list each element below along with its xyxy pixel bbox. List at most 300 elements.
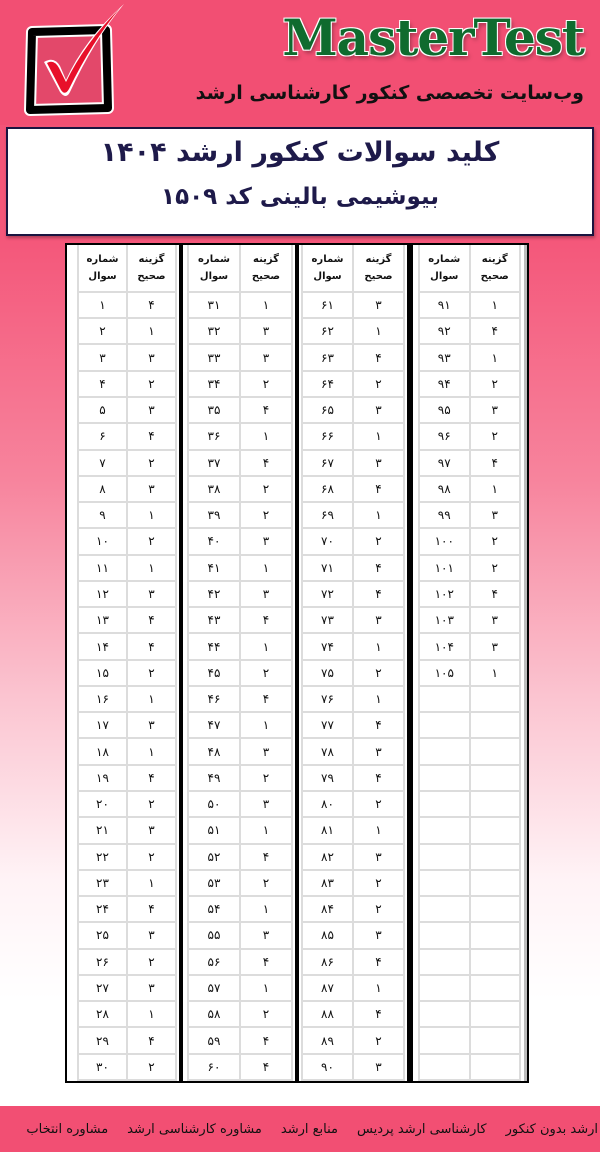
question-number-cell: ۷۱	[301, 556, 352, 580]
question-number-cell: ۹۷	[418, 451, 469, 475]
correct-option-cell: ۱	[239, 818, 293, 842]
correct-option-cell: ۳	[352, 923, 405, 947]
question-number-cell	[418, 950, 469, 974]
question-number-cell: ۲۴	[77, 897, 126, 921]
question-number-cell: ۲۲	[77, 845, 126, 869]
correct-option-cell: ۱	[352, 687, 405, 711]
correct-option-cell: ۴	[469, 451, 522, 475]
question-number-cell: ۸۳	[301, 871, 352, 895]
correct-option-cell: ۴	[239, 451, 293, 475]
correct-option-cell: ۴	[239, 398, 293, 422]
question-number-cell: ۸۲	[301, 845, 352, 869]
question-number-cell	[418, 976, 469, 1000]
question-number-cell: ۲۷	[77, 976, 126, 1000]
table-row	[187, 713, 293, 739]
correct-option-cell	[469, 923, 522, 947]
table-row	[187, 871, 293, 897]
table-row	[418, 1002, 521, 1028]
header-label: گزینه	[138, 253, 165, 265]
correct-option-cell: ۲	[469, 424, 522, 448]
question-number-cell: ۲۱	[77, 818, 126, 842]
correct-option-cell: ۴	[352, 345, 405, 369]
checkbox-checkmark-icon[interactable]	[14, 0, 134, 122]
table-row	[77, 687, 177, 713]
question-number-cell: ۴۰	[187, 529, 239, 553]
table-row	[77, 372, 177, 398]
question-number-cell: ۲۶	[77, 950, 126, 974]
table-row	[301, 529, 405, 555]
correct-option-header	[239, 245, 293, 291]
question-number-cell: ۴۶	[187, 687, 239, 711]
correct-option-cell: ۱	[239, 424, 293, 448]
correct-option-cell: ۱	[352, 424, 405, 448]
correct-option-cell: ۲	[352, 871, 405, 895]
question-number-cell: ۶۶	[301, 424, 352, 448]
table-row	[77, 661, 177, 687]
question-number-cell: ۳۲	[187, 319, 239, 343]
question-number-cell: ۹۲	[418, 319, 469, 343]
table-row	[187, 372, 293, 398]
question-number-cell: ۲۹	[77, 1028, 126, 1052]
table-row	[187, 634, 293, 660]
table-row	[301, 556, 405, 582]
table-row	[77, 582, 177, 608]
page-title: کلید سوالات کنکور ارشد ۱۴۰۴	[100, 137, 500, 168]
question-number-cell	[418, 739, 469, 763]
question-number-cell: ۳۳	[187, 345, 239, 369]
question-number-cell	[418, 923, 469, 947]
table-row	[77, 398, 177, 424]
site-header	[0, 0, 600, 125]
correct-option-cell	[469, 792, 522, 816]
correct-option-cell: ۳	[126, 398, 177, 422]
question-number-cell: ۷۷	[301, 713, 352, 737]
correct-option-cell: ۴	[352, 556, 405, 580]
question-number-cell: ۷۳	[301, 608, 352, 632]
table-row	[301, 766, 405, 792]
correct-option-cell: ۳	[126, 976, 177, 1000]
correct-option-cell: ۱	[352, 976, 405, 1000]
question-number-cell: ۵	[77, 398, 126, 422]
question-number-cell: ۵۶	[187, 950, 239, 974]
table-row	[301, 1055, 405, 1081]
table-row	[187, 1028, 293, 1054]
correct-option-header	[126, 245, 177, 291]
table-row	[301, 424, 405, 450]
table-row	[77, 634, 177, 660]
table-row	[77, 1002, 177, 1028]
question-number-cell: ۱۱	[77, 556, 126, 580]
question-number-cell: ۶۴	[301, 372, 352, 396]
table-row	[77, 871, 177, 897]
table-row	[418, 608, 521, 634]
header-label: شماره	[198, 253, 230, 265]
correct-option-cell: ۴	[239, 1055, 293, 1079]
table-row	[418, 634, 521, 660]
correct-option-cell: ۱	[239, 634, 293, 658]
correct-option-cell: ۲	[126, 845, 177, 869]
correct-option-cell: ۱	[126, 739, 177, 763]
table-row	[187, 845, 293, 871]
correct-option-cell: ۲	[126, 372, 177, 396]
correct-option-header	[352, 245, 405, 291]
header-label: سوال	[88, 270, 117, 282]
correct-option-cell: ۱	[126, 503, 177, 527]
correct-option-cell: ۳	[126, 582, 177, 606]
question-number-cell: ۳۰	[77, 1055, 126, 1079]
table-row	[77, 845, 177, 871]
correct-option-cell: ۳	[469, 398, 522, 422]
table-row	[301, 608, 405, 634]
table-row	[418, 503, 521, 529]
table-row	[301, 950, 405, 976]
table-row	[418, 1028, 521, 1054]
table-row	[77, 818, 177, 844]
table-row	[187, 582, 293, 608]
table-row	[187, 424, 293, 450]
question-number-cell: ۷۵	[301, 661, 352, 685]
table-row	[301, 818, 405, 844]
page-subtitle: بیوشیمی بالینی کد ۱۵۰۹	[161, 184, 439, 210]
table-row	[301, 792, 405, 818]
correct-option-cell: ۴	[126, 766, 177, 790]
table-row	[301, 398, 405, 424]
question-number-cell: ۷۲	[301, 582, 352, 606]
question-number-cell	[418, 871, 469, 895]
correct-option-cell: ۱	[352, 319, 405, 343]
correct-option-cell: ۴	[352, 582, 405, 606]
question-number-cell: ۱۹	[77, 766, 126, 790]
question-number-cell: ۱۸	[77, 739, 126, 763]
question-number-cell: ۴۴	[187, 634, 239, 658]
table-row	[418, 451, 521, 477]
correct-option-cell: ۱	[126, 319, 177, 343]
correct-option-cell: ۲	[126, 451, 177, 475]
question-number-cell: ۵۷	[187, 976, 239, 1000]
question-number-cell: ۷۹	[301, 766, 352, 790]
question-number-cell: ۸۵	[301, 923, 352, 947]
correct-option-cell: ۳	[239, 319, 293, 343]
question-number-cell: ۱۲	[77, 582, 126, 606]
question-number-cell: ۸۸	[301, 1002, 352, 1026]
table-row	[187, 319, 293, 345]
correct-option-cell	[469, 871, 522, 895]
correct-option-cell: ۲	[239, 871, 293, 895]
correct-option-cell: ۱	[352, 634, 405, 658]
correct-option-cell: ۱	[352, 818, 405, 842]
question-number-cell: ۶۱	[301, 293, 352, 317]
table-row	[77, 792, 177, 818]
correct-option-cell	[469, 1028, 522, 1052]
table-row	[301, 976, 405, 1002]
question-number-cell: ۱۳	[77, 608, 126, 632]
table-row	[418, 398, 521, 424]
question-number-cell: ۳۹	[187, 503, 239, 527]
question-number-cell	[418, 792, 469, 816]
header-label: شماره	[311, 253, 344, 265]
correct-option-cell	[469, 1002, 522, 1026]
correct-option-cell: ۲	[126, 950, 177, 974]
table-row	[418, 345, 521, 371]
question-number-cell: ۶	[77, 424, 126, 448]
question-number-cell: ۵۵	[187, 923, 239, 947]
question-number-cell: ۹۱	[418, 293, 469, 317]
question-number-cell: ۹۰	[301, 1055, 352, 1079]
question-number-cell: ۶۸	[301, 477, 352, 501]
question-number-cell: ۸۱	[301, 818, 352, 842]
table-row	[187, 477, 293, 503]
header-label: صحیح	[137, 270, 166, 282]
question-number-cell: ۶۵	[301, 398, 352, 422]
question-number-cell: ۶۳	[301, 345, 352, 369]
question-number-cell: ۷۴	[301, 634, 352, 658]
table-row	[418, 818, 521, 844]
question-number-cell: ۱	[77, 293, 126, 317]
table-row	[418, 372, 521, 398]
footer-link-1[interactable]: ارشد بدون کنکور	[505, 1121, 598, 1137]
correct-option-cell: ۴	[239, 1028, 293, 1052]
table-row	[418, 871, 521, 897]
footer-link-2[interactable]: کارشناسی ارشد پردیس	[357, 1121, 487, 1137]
correct-option-cell: ۱	[239, 976, 293, 1000]
header-label: سوال	[313, 270, 342, 282]
footer-link-4[interactable]: مشاوره کارشناسی ارشد	[127, 1121, 262, 1137]
table-row	[418, 1055, 521, 1081]
header-label: گزینه	[253, 253, 279, 265]
table-header-row	[418, 245, 521, 293]
question-number-cell: ۲۳	[77, 871, 126, 895]
question-number-cell: ۱۴	[77, 634, 126, 658]
table-row	[77, 897, 177, 923]
table-row	[77, 739, 177, 765]
correct-option-cell: ۴	[352, 477, 405, 501]
correct-option-cell: ۱	[239, 897, 293, 921]
question-number-cell: ۷	[77, 451, 126, 475]
table-row	[301, 687, 405, 713]
correct-option-cell: ۳	[239, 792, 293, 816]
correct-option-cell: ۲	[239, 661, 293, 685]
correct-option-cell: ۴	[239, 687, 293, 711]
brand-logo-text: MasterTest	[282, 8, 584, 67]
correct-option-cell: ۱	[469, 661, 522, 685]
question-number-header	[418, 245, 469, 291]
table-row	[77, 976, 177, 1002]
correct-option-cell: ۳	[352, 845, 405, 869]
question-number-cell	[418, 713, 469, 737]
answer-group-1	[67, 245, 183, 1081]
table-row	[301, 634, 405, 660]
correct-option-cell: ۳	[352, 1055, 405, 1079]
question-number-cell: ۴۸	[187, 739, 239, 763]
table-row	[187, 503, 293, 529]
table-row	[418, 976, 521, 1002]
table-row	[418, 739, 521, 765]
question-number-cell	[418, 687, 469, 711]
table-row	[418, 713, 521, 739]
table-row	[301, 923, 405, 949]
footer-link-5[interactable]: مشاوره انتخاب	[26, 1121, 109, 1137]
table-row	[187, 608, 293, 634]
table-row	[77, 451, 177, 477]
question-number-header	[301, 245, 352, 291]
question-number-cell: ۷۰	[301, 529, 352, 553]
footer-link-3[interactable]: منابع ارشد	[280, 1121, 338, 1137]
correct-option-cell: ۳	[352, 451, 405, 475]
question-number-cell	[418, 1028, 469, 1052]
question-number-cell: ۸۰	[301, 792, 352, 816]
header-label: سوال	[199, 270, 229, 282]
correct-option-cell: ۴	[239, 608, 293, 632]
question-number-cell: ۹۹	[418, 503, 469, 527]
table-row	[301, 661, 405, 687]
question-number-cell: ۳۶	[187, 424, 239, 448]
correct-option-cell: ۲	[352, 792, 405, 816]
table-row	[77, 766, 177, 792]
correct-option-cell: ۲	[352, 661, 405, 685]
table-row	[418, 923, 521, 949]
table-row	[301, 739, 405, 765]
correct-option-cell: ۱	[469, 477, 522, 501]
question-number-cell: ۸	[77, 477, 126, 501]
correct-option-cell: ۴	[469, 582, 522, 606]
table-row	[301, 503, 405, 529]
question-number-cell: ۹۴	[418, 372, 469, 396]
table-row	[77, 556, 177, 582]
table-row	[418, 424, 521, 450]
table-row	[77, 713, 177, 739]
correct-option-cell: ۳	[126, 345, 177, 369]
header-label: صحیح	[364, 270, 393, 282]
table-row	[187, 529, 293, 555]
question-number-cell: ۵۸	[187, 1002, 239, 1026]
correct-option-cell: ۴	[352, 1002, 405, 1026]
question-number-header	[77, 245, 126, 291]
question-number-header	[187, 245, 239, 291]
question-number-cell: ۷۸	[301, 739, 352, 763]
title-box	[6, 127, 594, 236]
correct-option-cell	[469, 897, 522, 921]
table-row	[301, 293, 405, 319]
table-row	[301, 897, 405, 923]
table-row	[77, 1055, 177, 1081]
correct-option-header	[469, 245, 522, 291]
correct-option-cell: ۳	[469, 608, 522, 632]
question-number-cell: ۴	[77, 372, 126, 396]
correct-option-cell: ۱	[126, 871, 177, 895]
correct-option-cell	[469, 766, 522, 790]
correct-option-cell: ۳	[352, 739, 405, 763]
table-row	[418, 792, 521, 818]
table-row	[301, 477, 405, 503]
correct-option-cell: ۲	[239, 477, 293, 501]
question-number-cell: ۳۱	[187, 293, 239, 317]
correct-option-cell: ۳	[239, 923, 293, 947]
question-number-cell	[418, 845, 469, 869]
correct-option-cell: ۲	[469, 556, 522, 580]
table-row	[418, 766, 521, 792]
header-label: سوال	[430, 270, 459, 282]
correct-option-cell: ۲	[126, 661, 177, 685]
correct-option-cell: ۴	[352, 950, 405, 974]
correct-option-cell: ۲	[239, 503, 293, 527]
correct-option-cell	[469, 1055, 522, 1079]
table-row	[187, 792, 293, 818]
question-number-cell	[418, 766, 469, 790]
table-row	[187, 897, 293, 923]
correct-option-cell: ۲	[469, 529, 522, 553]
table-row	[187, 766, 293, 792]
table-row	[187, 556, 293, 582]
question-number-cell: ۱۰۱	[418, 556, 469, 580]
correct-option-cell	[469, 713, 522, 737]
correct-option-cell: ۱	[352, 503, 405, 527]
answer-key-table	[65, 243, 529, 1083]
question-number-cell: ۳	[77, 345, 126, 369]
table-row	[418, 661, 521, 687]
table-header-row	[187, 245, 293, 293]
table-row	[301, 345, 405, 371]
table-row	[301, 1028, 405, 1054]
table-row	[301, 871, 405, 897]
table-row	[187, 398, 293, 424]
correct-option-cell: ۴	[126, 1028, 177, 1052]
correct-option-cell: ۲	[126, 792, 177, 816]
table-row	[418, 556, 521, 582]
question-number-cell: ۵۰	[187, 792, 239, 816]
table-row	[77, 503, 177, 529]
table-row	[301, 372, 405, 398]
correct-option-cell: ۳	[469, 503, 522, 527]
table-row	[301, 713, 405, 739]
correct-option-cell: ۱	[469, 293, 522, 317]
table-row	[418, 477, 521, 503]
table-row	[77, 1028, 177, 1054]
question-number-cell	[418, 1002, 469, 1026]
header-label: شماره	[428, 253, 461, 265]
correct-option-cell: ۳	[239, 529, 293, 553]
table-row	[418, 897, 521, 923]
question-number-cell: ۸۶	[301, 950, 352, 974]
correct-option-cell	[469, 845, 522, 869]
question-number-cell: ۴۳	[187, 608, 239, 632]
correct-option-cell: ۴	[239, 845, 293, 869]
correct-option-cell: ۲	[352, 1028, 405, 1052]
correct-option-cell: ۲	[126, 529, 177, 553]
question-number-cell: ۵۹	[187, 1028, 239, 1052]
footer-nav	[0, 1106, 600, 1152]
correct-option-cell: ۱	[469, 345, 522, 369]
correct-option-cell: ۲	[469, 372, 522, 396]
question-number-cell: ۹۵	[418, 398, 469, 422]
correct-option-cell: ۳	[352, 398, 405, 422]
question-number-cell	[418, 818, 469, 842]
correct-option-cell: ۴	[126, 293, 177, 317]
question-number-cell: ۸۴	[301, 897, 352, 921]
question-number-cell: ۳۸	[187, 477, 239, 501]
question-number-cell: ۵۳	[187, 871, 239, 895]
question-number-cell: ۱۰۵	[418, 661, 469, 685]
correct-option-cell: ۱	[126, 556, 177, 580]
question-number-cell: ۱۰۴	[418, 634, 469, 658]
table-row	[77, 424, 177, 450]
question-number-cell: ۳۴	[187, 372, 239, 396]
correct-option-cell: ۴	[352, 713, 405, 737]
question-number-cell: ۶۷	[301, 451, 352, 475]
question-number-cell: ۶۰	[187, 1055, 239, 1079]
question-number-cell: ۱۰۲	[418, 582, 469, 606]
table-row	[418, 529, 521, 555]
correct-option-cell: ۴	[126, 608, 177, 632]
